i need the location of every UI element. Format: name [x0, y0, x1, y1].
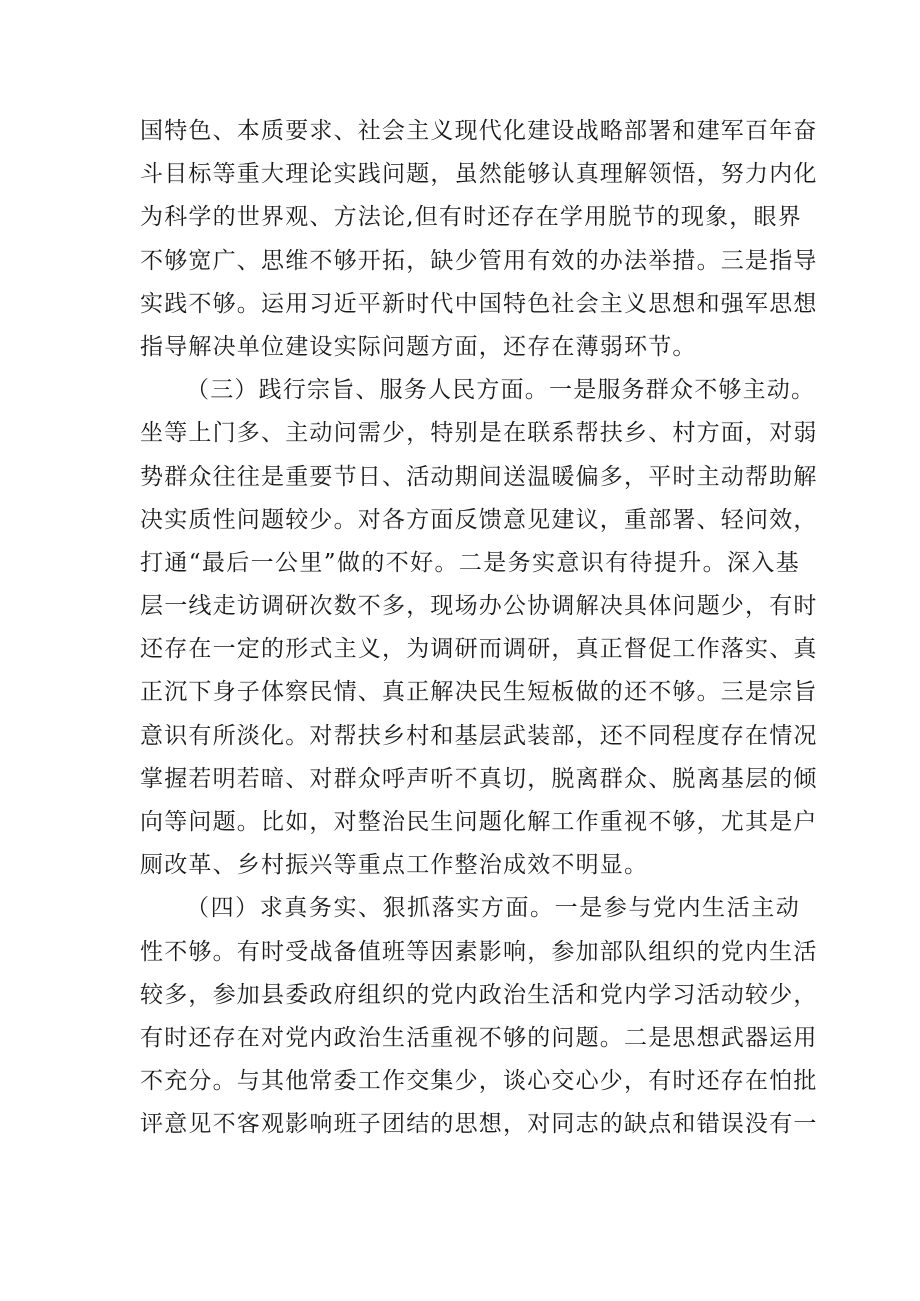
text-line: 不充分。与其他常委工作交集少，谈心交心少，有时还存在怕批 — [140, 1068, 818, 1095]
text-line: 国特色、本质要求、社会主义现代化建设战略部署和建军百年奋 — [140, 118, 818, 144]
text-line: 打通“最后一公里”做的不好。二是务实意识有待提升。深入基 — [140, 549, 800, 576]
text-line: 实践不够。运用习近平新时代中国特色社会主义思想和强军思想 — [140, 290, 818, 317]
text-line: 正沉下身子体察民情、真正解决民生短板做的还不够。三是宗旨 — [140, 679, 818, 706]
text-line: 有时还存在对党内政治生活重视不够的问题。二是思想武器运用 — [140, 1024, 818, 1051]
text-line: （四）求真务实、狠抓落实方面。一是参与党内生活主动 — [186, 895, 800, 922]
text-line: 决实质性问题较少。对各方面反馈意见建议，重部署、轻问效， — [140, 506, 818, 533]
text-line: 势群众往往是重要节日、活动期间送温暖偏多，平时主动帮助解 — [140, 463, 818, 490]
text-line: 评意见不客观影响班子团结的思想，对同志的缺点和错误没有一 — [140, 1111, 818, 1138]
text-line: 斗目标等重大理论实践问题，虽然能够认真理解领悟，努力内化 — [140, 161, 818, 188]
text-line: 不够宽广、思维不够开拓，缺少管用有效的办法举措。三是指导 — [140, 247, 818, 274]
text-line: 坐等上门多、主动问需少，特别是在联系帮扶乡、村方面，对弱 — [140, 420, 818, 447]
text-line: 还存在一定的形式主义，为调研而调研，真正督促工作落实、真 — [140, 636, 818, 663]
document-body — [140, 110, 818, 1147]
text-line: 性不够。有时受战备值班等因素影响，参加部队组织的党内生活 — [140, 938, 818, 965]
text-line: 意识有所淡化。对帮扶乡村和基层武装部，还不同程度存在情况 — [140, 722, 818, 749]
text-line: 掌握若明若暗、对群众呼声听不真切，脱离群众、脱离基层的倾 — [140, 765, 818, 792]
text-line: 厕改革、乡村振兴等重点工作整治成效不明显。 — [140, 852, 649, 879]
text-line: 层一线走访调研次数不多，现场办公协调解决具体问题少，有时 — [140, 593, 818, 620]
text-line: 为科学的世界观、方法论,但有时还存在学用脱节的现象，眼界 — [140, 204, 802, 231]
text-line: 较多，参加县委政府组织的党内政治生活和党内学习活动较少， — [140, 981, 818, 1008]
text-line: （三）践行宗旨、服务人民方面。一是服务群众不够主动。 — [186, 377, 816, 404]
text-line: 指导解决单位建设实际问题方面，还存在薄弱环节。 — [140, 333, 697, 360]
text-line: 向等问题。比如，对整治民生问题化解工作重视不够，尤其是户 — [140, 809, 818, 835]
